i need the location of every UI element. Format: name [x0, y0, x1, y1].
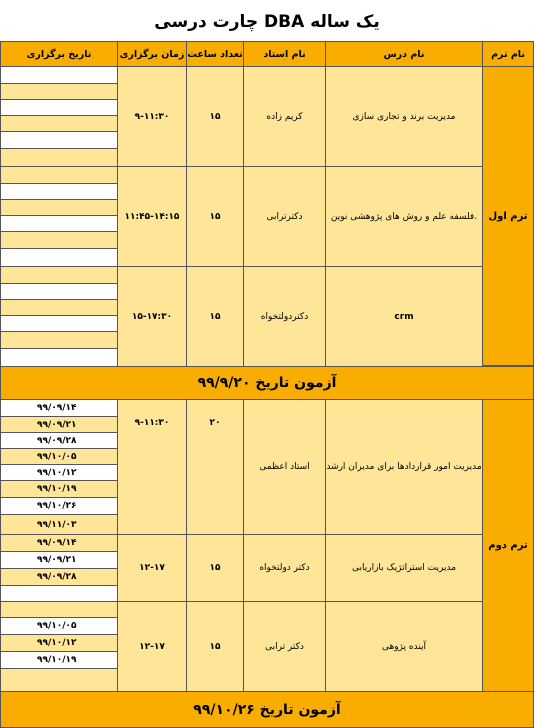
date-slot: ۹۹/۱۰/۱۹	[0, 651, 118, 669]
course-name: crm	[325, 266, 483, 367]
date-slot	[0, 148, 118, 167]
date-slot: ۹۹/۱۰/۱۹	[0, 480, 118, 498]
header-hours: تعداد ساعت	[186, 41, 244, 67]
header-date: تاریخ برگزاری	[0, 41, 118, 67]
course-hours: ۲۰	[186, 399, 244, 535]
course-hours: ۱۵	[186, 66, 244, 167]
exam-banner-first: آزمون تاریخ ۹۹/۹/۲۰	[0, 366, 534, 400]
date-slot	[0, 248, 118, 267]
date-slot: ۹۹/۰۹/۲۸	[0, 432, 118, 449]
date-slot	[0, 315, 118, 332]
date-slot: ۹۹/۱۰/۰۵	[0, 617, 118, 635]
date-slot: ۹۹/۰۹/۲۸	[0, 568, 118, 586]
date-slot: ۹۹/۱۰/۲۶	[0, 497, 118, 515]
course-time: ۱۲-۱۷	[117, 534, 187, 602]
date-slot: ۹۹/۰۹/۲۱	[0, 416, 118, 433]
date-slot: ۹۹/۱۰/۱۲	[0, 634, 118, 652]
date-slot	[0, 585, 118, 602]
course-hours: ۱۵	[186, 534, 244, 602]
term-second: ترم دوم	[482, 399, 534, 692]
date-slot: ۹۹/۰۹/۲۱	[0, 551, 118, 569]
date-slot	[0, 166, 118, 184]
course-name: مدیریت امور قراردادها برای مدیران ارشد	[325, 399, 483, 535]
course-time: ۱۱:۴۵-۱۴:۱۵	[117, 166, 187, 267]
date-slot	[0, 283, 118, 300]
header-term: نام ترم	[482, 41, 534, 67]
exam-banner-second: آزمون تاریخ ۹۹/۱۰/۲۶	[0, 691, 534, 728]
course-time: ۹-۱۱:۳۰	[117, 399, 187, 535]
date-slot	[0, 266, 118, 284]
date-slot	[0, 348, 118, 367]
course-teacher: دکتردولتخواه	[243, 266, 326, 367]
course-time: ۹-۱۱:۳۰	[117, 66, 187, 167]
page-title: چارت درسی DBA یک ساله	[154, 12, 380, 32]
header-course: نام درس	[325, 41, 483, 67]
course-name: آینده پژوهی	[325, 601, 483, 692]
date-slot	[0, 331, 118, 349]
course-teacher: استاد اعظمی	[243, 399, 326, 535]
course-teacher: کریم زاده	[243, 66, 326, 167]
date-slot	[0, 199, 118, 216]
date-slot	[0, 66, 118, 84]
date-slot: ۹۹/۱۰/۰۵	[0, 448, 118, 465]
date-slot	[0, 183, 118, 200]
date-slot	[0, 299, 118, 316]
date-slot	[0, 215, 118, 232]
date-slot: ۹۹/۰۹/۱۴	[0, 399, 118, 417]
course-teacher: دکتر دولتخواه	[243, 534, 326, 602]
course-chart-table	[0, 41, 534, 728]
date-slot	[0, 231, 118, 249]
course-hours: ۱۵	[186, 266, 244, 367]
date-slot	[0, 83, 118, 100]
course-hours: ۱۵	[186, 601, 244, 692]
date-slot	[0, 115, 118, 132]
date-slot	[0, 601, 118, 618]
course-name: مدیریت استراتژیک بازاریابی	[325, 534, 483, 602]
term-first: ترم اول	[482, 66, 534, 366]
date-slot	[0, 131, 118, 149]
course-teacher: دکترترابی	[243, 166, 326, 267]
course-name: مدیریت برند و تجاری سازی	[325, 66, 483, 167]
date-slot	[0, 99, 118, 116]
date-slot: ۹۹/۱۱/۰۳	[0, 514, 118, 535]
course-name: فلسفه علم و روش های پژوهشی نوین.	[325, 166, 483, 267]
date-slot	[0, 668, 118, 692]
header-teacher: نام استاد	[243, 41, 326, 67]
course-teacher: دکتر ترابی	[243, 601, 326, 692]
date-slot: ۹۹/۱۰/۱۲	[0, 464, 118, 481]
header-time: زمان برگزاری	[117, 41, 187, 67]
course-time: ۱۲-۱۷	[117, 601, 187, 692]
course-hours: ۱۵	[186, 166, 244, 267]
date-slot: ۹۹/۰۹/۱۴	[0, 534, 118, 552]
course-time: ۱۵-۱۷:۳۰	[117, 266, 187, 367]
